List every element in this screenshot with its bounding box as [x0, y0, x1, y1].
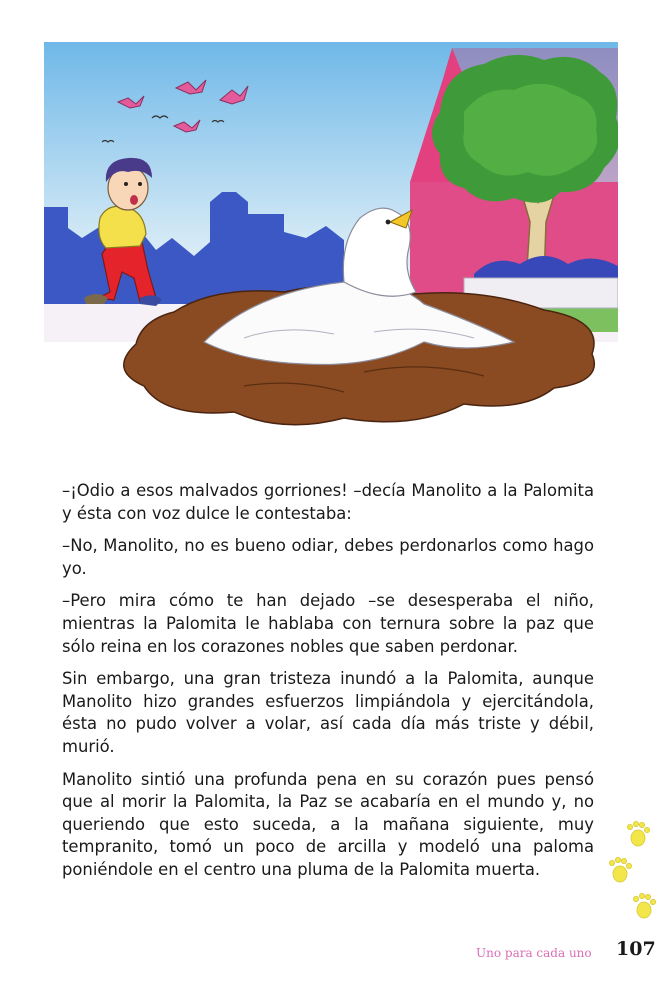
paw-icon	[609, 857, 631, 882]
story-illustration	[44, 42, 618, 440]
story-text	[62, 480, 594, 892]
page-number: 107	[616, 938, 656, 960]
paragraph: Sin embargo, una gran tristeza inundó a la Palomita, aunque Manolito hizo grandes esfuerzos limpiándola y ejercitándola, ésta no pudo volver a volar, así cada día más triste y débil, murió.	[62, 669, 594, 756]
paragraph: Manolito sintió una profunda pena en su corazón pues pensó que al morir la Palomita, la Paz se acabaría en el mundo y, no queriendo que esto suceda, a la mañana siguiente, muy tempranito, tomó un poco de arcilla y modeló una paloma poniéndole en el centro una pluma de la Palomita muerta.	[62, 769, 594, 879]
paragraph: –Pero mira cómo te han dejado –se desesperaba el niño, mientras la Palomita le hablaba con ternura sobre la paz que sólo reina en los corazones nobles que saben perdonar.	[62, 591, 594, 656]
paw-icon	[627, 821, 649, 846]
book-title: Uno para cada uno	[476, 946, 592, 960]
paragraph: –No, Manolito, no es bueno odiar, debes perdonarlos como hago yo.	[62, 536, 594, 578]
paragraph: –¡Odio a esos malvados gorriones! –decía Manolito a la Palomita y ésta con voz dulce le contestaba:	[62, 481, 594, 523]
paw-prints-icon	[606, 818, 664, 928]
paw-icon	[633, 893, 655, 918]
